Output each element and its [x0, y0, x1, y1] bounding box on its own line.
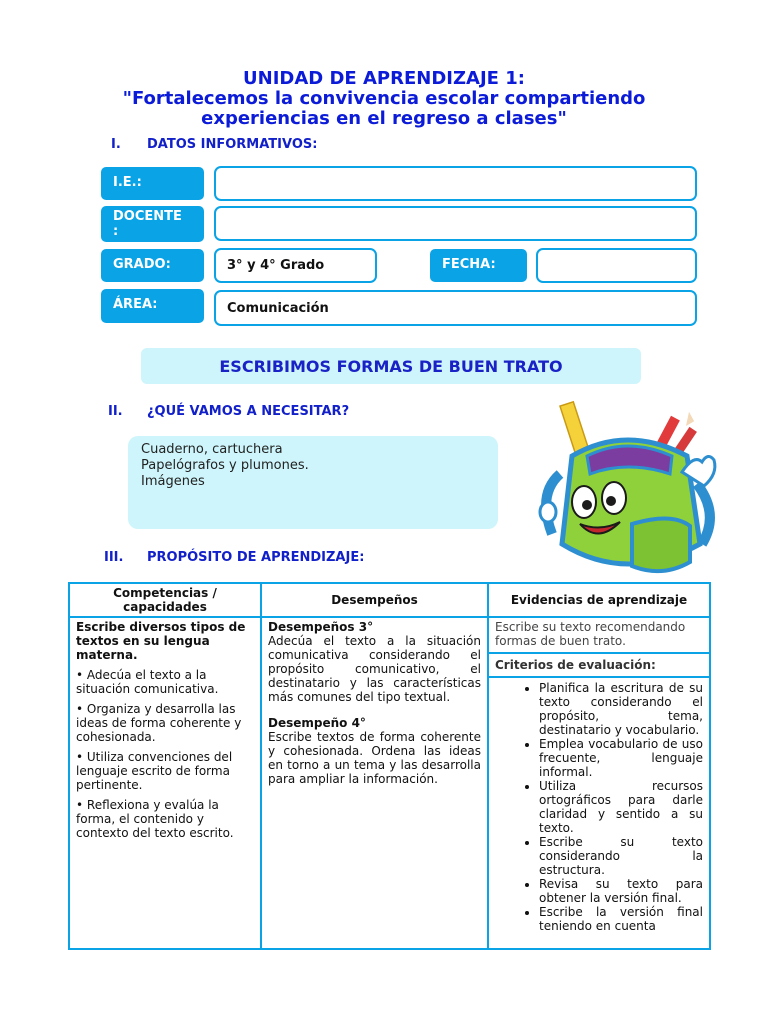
- topic-banner: ESCRIBIMOS FORMAS DE BUEN TRATO: [141, 348, 641, 384]
- criterios-title: Criterios de evaluación:: [489, 654, 709, 678]
- criterio-item: • Escribe la versión final teniendo en cuenta: [539, 905, 703, 933]
- title-line-1: UNIDAD DE APRENDIZAJE 1:: [243, 68, 525, 89]
- section-2-number: II.: [108, 404, 123, 419]
- unit-title: [60, 69, 708, 129]
- material-item: Imágenes: [141, 474, 205, 489]
- area-label: ÁREA:: [101, 289, 204, 323]
- criterio-item: • Utiliza recursos ortográficos para darle claridad y sentido a su texto.: [539, 779, 703, 835]
- area-field[interactable]: Comunicación: [214, 290, 697, 326]
- header-desempenos: Desempeños: [261, 583, 488, 617]
- docente-field[interactable]: [214, 206, 697, 241]
- grado-field[interactable]: 3° y 4° Grado: [214, 248, 377, 283]
- purpose-table: [68, 582, 711, 950]
- backpack-mascot-icon: [532, 394, 720, 586]
- criterio-item: • Planifica la escritura de su texto considerando el propósito, tema, destinatario y vocabulario.: [539, 681, 703, 737]
- grado-label: GRADO:: [101, 249, 204, 282]
- section-1-label: DATOS INFORMATIVOS:: [147, 137, 318, 152]
- header-evidencias: Evidencias de aprendizaje: [488, 583, 710, 617]
- criterios-list: [489, 678, 709, 933]
- header-competencias-line2: capacidades: [123, 600, 207, 614]
- material-item: Cuaderno, cartuchera: [141, 442, 283, 457]
- ie-field[interactable]: [214, 166, 697, 201]
- evidencia-cell: Escribe su texto recomendando formas de buen trato.: [488, 617, 710, 653]
- criterio-item: • Escribe su texto considerando la estructura.: [539, 835, 703, 877]
- materials-box: [128, 436, 498, 529]
- section-3-number: III.: [104, 550, 124, 565]
- header-competencias-line1: Competencias /: [113, 586, 217, 600]
- section-1-number: I.: [111, 137, 121, 152]
- desempeno-4-text: Escribe textos de forma coherente y cohesionada. Ordena las ideas en torno a un tema y las desarrolla para ampliar la información.: [268, 730, 481, 786]
- header-competencias: [69, 583, 261, 617]
- competencias-cell: [69, 617, 261, 949]
- desempenos-cell: [261, 617, 488, 949]
- section-2-label: ¿QUÉ VAMOS A NECESITAR?: [147, 404, 350, 419]
- section-3-label: PROPÓSITO DE APRENDIZAJE:: [147, 550, 365, 565]
- capacidad-item: • Adecúa el texto a la situación comunicativa.: [76, 668, 219, 696]
- desempeno-3-text: Adecúa el texto a la situación comunicativa considerando el propósito comunicativo, el destinatario y las características más comunes del tipo textual.: [268, 634, 481, 704]
- criterios-cell: [488, 653, 710, 949]
- docente-label-colon: :: [113, 224, 119, 239]
- docente-label-text: DOCENTE: [113, 209, 182, 224]
- desempeno-4-title: Desempeño 4°: [268, 716, 366, 730]
- criterio-item: • Revisa su texto para obtener la versión final.: [539, 877, 703, 905]
- fecha-field[interactable]: [536, 248, 697, 283]
- desempeno-3-title: Desempeños 3°: [268, 620, 374, 634]
- title-line-2: "Fortalecemos la convivencia escolar compartiendo: [122, 88, 646, 109]
- material-item: Papelógrafos y plumones.: [141, 458, 309, 473]
- criterio-item: • Emplea vocabulario de uso frecuente, lenguaje informal.: [539, 737, 703, 779]
- fecha-label: FECHA:: [430, 249, 527, 282]
- docente-label: [101, 206, 204, 242]
- title-line-3: experiencias en el regreso a clases": [201, 108, 567, 129]
- competencia-title: Escribe diversos tipos de textos en su lengua materna.: [76, 620, 246, 662]
- capacidad-item: • Utiliza convenciones del lenguaje escrito de forma pertinente.: [76, 750, 233, 792]
- capacidad-item: • Organiza y desarrolla las ideas de forma coherente y cohesionada.: [76, 702, 242, 744]
- capacidad-item: • Reflexiona y evalúa la forma, el contenido y contexto del texto escrito.: [76, 798, 234, 840]
- ie-label: I.E.:: [101, 167, 204, 200]
